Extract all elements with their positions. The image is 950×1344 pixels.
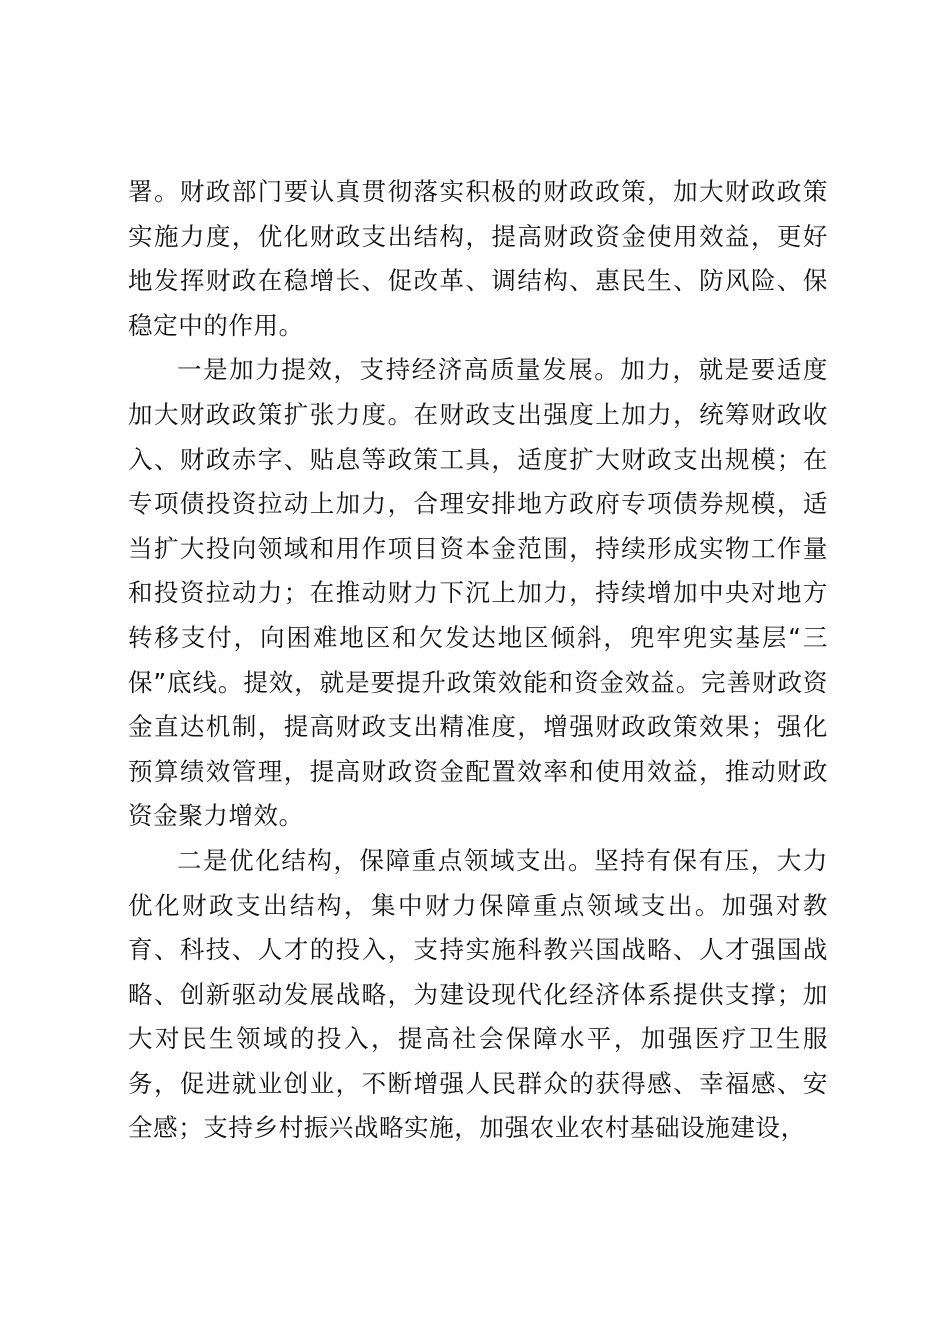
text-line: 署。财政部门要认真贯彻落实积极的财政政策，加大财政政策: [128, 177, 828, 206]
text-line: 保”底线。提效，就是要提升政策效能和资金效益。完善财政资: [128, 667, 828, 697]
document-body: [128, 170, 828, 1151]
text-line: 育、科技、人才的投入，支持实施科教兴国战略、人才强国战: [128, 935, 828, 965]
paragraph-one: [128, 348, 828, 839]
text-line: 预算绩效管理，提高财政资金配置效率和使用效益，推动财政: [128, 756, 828, 786]
text-line: 加大财政政策扩张力度。在财政支出强度上加力，统筹财政收: [128, 399, 828, 429]
paragraph-two: [128, 839, 828, 1151]
text-line: 全感；支持乡村振兴战略实施，加强农业农村基础设施建设，: [128, 1113, 806, 1143]
text-line: 专项债投资拉动上加力，合理安排地方政府专项债券规模，适: [128, 489, 828, 519]
text-line: 优化财政支出结构，集中财力保障重点领域支出。加强对教: [128, 890, 828, 920]
text-line: 实施力度，优化财政支出结构，提高财政资金使用效益，更好: [128, 221, 828, 251]
text-line: 入、财政赤字、贴息等政策工具，适度扩大财政支出规模；在: [128, 444, 828, 474]
text-line: 当扩大投向领域和用作项目资本金范围，持续形成实物工作量: [128, 533, 828, 563]
text-line: 二是优化结构，保障重点领域支出。坚持有保有压，大力: [177, 845, 828, 875]
text-line: 稳定中的作用。: [128, 310, 304, 340]
text-line: 大对民生领域的投入，提高社会保障水平，加强医疗卫生服: [128, 1024, 828, 1054]
text-line: 一是加力提效，支持经济高质量发展。加力，就是要适度: [177, 355, 828, 385]
text-line: 和投资拉动力；在推动财力下沉上加力，持续增加中央对地方: [128, 578, 828, 608]
text-line: 略、创新驱动发展战略，为建设现代化经济体系提供支撑；加: [128, 979, 828, 1009]
text-line: 地发挥财政在稳增长、促改革、调结构、惠民生、防风险、保: [128, 266, 828, 296]
text-line: 资金聚力增效。: [128, 801, 304, 831]
paragraph-intro: [128, 170, 828, 348]
text-line: 务，促进就业创业，不断增强人民群众的获得感、幸福感、安: [128, 1068, 828, 1098]
text-line: 金直达机制，提高财政支出精准度，增强财政政策效果；强化: [128, 712, 828, 742]
text-line: 转移支付，向困难地区和欠发达地区倾斜，兜牢兜实基层“三: [128, 622, 828, 652]
